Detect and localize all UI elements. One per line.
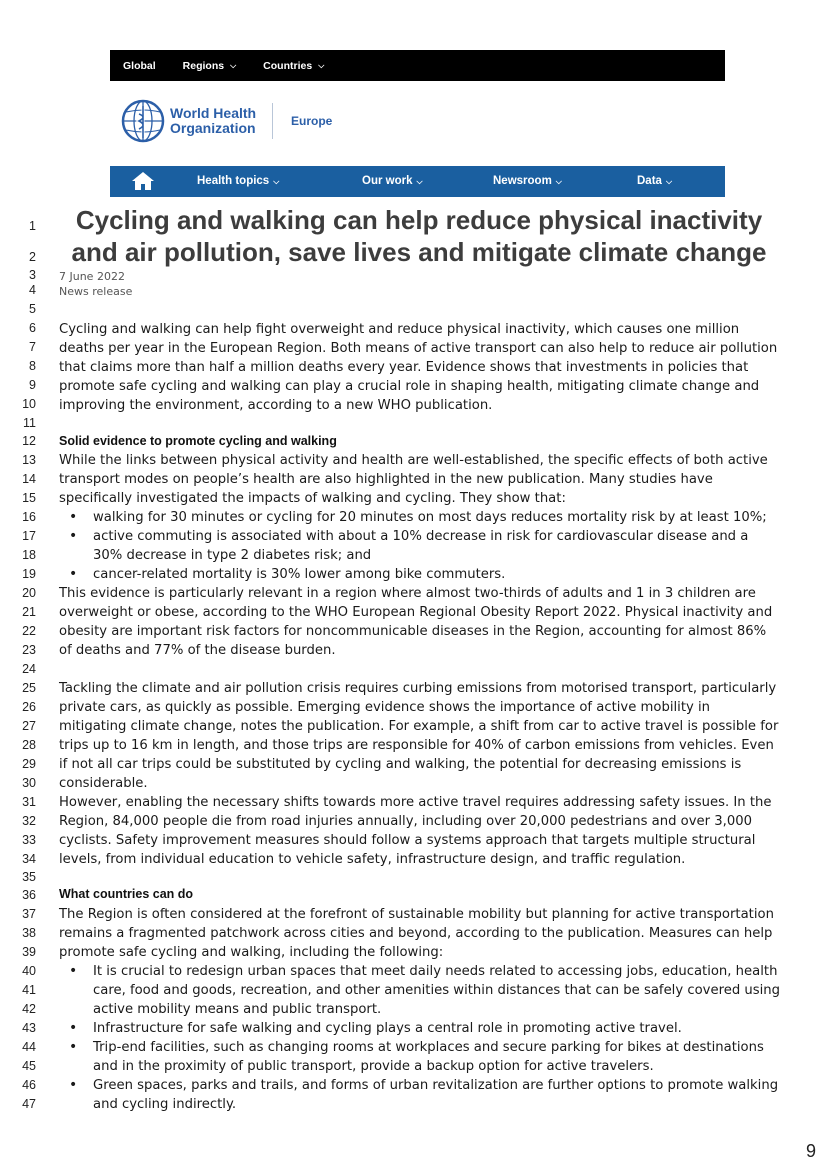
main-nav <box>110 166 725 197</box>
line-number: 26 <box>22 700 36 714</box>
global-top-bar <box>110 50 725 81</box>
line-number: 35 <box>22 870 36 884</box>
logo-divider <box>272 103 273 139</box>
line-number: 41 <box>22 983 36 997</box>
regions-dropdown[interactable] <box>183 60 237 72</box>
countries-label: Countries <box>263 59 313 72</box>
obesity-paragraph: This evidence is particularly relevant in a region where almost two-thirds of adults and 1 in 3 children are overweight or obese, according to the WHO European Regional Obesity Report 2022. Physical inactivity and obesity are important risk factors for noncommunicable diseases in the Region, accounting for almost 86% of deaths and 77% of the disease burden. <box>59 586 773 658</box>
list-item: • Trip-end facilities, such as changing rooms at workplaces and secure parking for bikes at destinations and in the proximity of public transport, provide a backup option for active travelers. <box>59 1038 781 1076</box>
nav-our-work-label: Our work <box>362 175 413 187</box>
climate-paragraph: Tackling the climate and air pollution crisis requires curbing emissions from motorised transport, particularly private cars, as quickly as possible. Emerging evidence shows the importance of active mobility in mitigating climate change, notes the publication. For example, a shift from car to active travel is possible for trips up to 16 km in length, and those trips are responsible for 40% of carbon emissions from vehicles. Even if not all car trips could be substituted by cycling and walking, the potential for decreasing emissions is considerable. <box>59 681 779 791</box>
list-item: • It is crucial to redesign urban spaces that meet daily needs related to accessing jobs, education, health care, food and goods, recreation, and other amenities within distances that can be safely covered using active mobility means and public transport. <box>59 962 781 1019</box>
nav-newsroom-label: Newsroom <box>493 175 552 187</box>
line-number: 5 <box>29 302 36 316</box>
article-type: News release <box>59 285 133 298</box>
list-item: • cancer-related mortality is 30% lower among bike commuters. <box>59 565 781 584</box>
nav-newsroom[interactable] <box>493 166 562 197</box>
intro-paragraph: Cycling and walking can help fight overweight and reduce physical inactivity, which causes one million deaths per year in the European Region. Both means of active transport can also help to reduce air pollution that claims more than half a million deaths every year. Evidence shows that investments in policies that promote safe cycling and walking can play a crucial role in shaping health, mitigating climate change and improving the environment, according to a new WHO publication. <box>59 322 778 413</box>
line-number: 37 <box>22 907 36 921</box>
line-number: 40 <box>22 964 36 978</box>
line-number: 3 <box>29 268 36 282</box>
line-number: 7 <box>29 340 36 354</box>
line-number: 14 <box>22 472 36 486</box>
nav-data[interactable] <box>637 166 672 197</box>
line-number: 28 <box>22 738 36 752</box>
line-number: 17 <box>22 529 36 543</box>
line-number: 10 <box>22 397 36 411</box>
countries-paragraph: The Region is often considered at the forefront of sustainable mobility but planning for active transportation remains a fragmented patchwork across cities and beyond, according to the publication. Measures can help promote safe cycling and walking, including the following: <box>59 907 774 960</box>
line-number: 47 <box>22 1097 36 1111</box>
line-number: 42 <box>22 1002 36 1016</box>
list-item: • active commuting is associated with about a 10% decrease in risk for cardiovascular disease and a 30% decrease in type 2 diabetes risk; and <box>59 527 781 565</box>
line-number: 33 <box>22 833 36 847</box>
article-date: 7 June 2022 <box>59 270 125 283</box>
safety-paragraph: However, enabling the necessary shifts towards more active travel requires addressing safety issues. In the Region, 84,000 people die from road injuries annually, including over 20,000 pedestrians and over 3,000 cyclists. Safety improvement measures should follow a systems approach that targets multiple structural levels, from individual education to vehicle safety, infrastructure design, and traffic regulation. <box>59 795 772 867</box>
nav-health-topics-label: Health topics <box>197 175 270 187</box>
line-number: 20 <box>22 586 36 600</box>
chevron-down-icon: ⌵ <box>230 60 237 70</box>
line-number: 31 <box>22 795 36 809</box>
line-number: 16 <box>22 510 36 524</box>
line-number: 1 <box>29 219 36 233</box>
line-number: 38 <box>22 926 36 940</box>
evidence-bullet-list <box>59 508 781 584</box>
regions-label: Regions <box>182 59 225 72</box>
home-icon[interactable] <box>131 171 155 191</box>
who-emblem-icon[interactable] <box>120 98 166 144</box>
nav-data-label: Data <box>637 175 662 187</box>
nav-health-topics[interactable] <box>197 166 279 197</box>
line-number: 19 <box>22 567 36 581</box>
line-number: 24 <box>22 662 36 676</box>
line-number: 4 <box>29 283 36 297</box>
line-number: 21 <box>22 605 36 619</box>
line-number: 34 <box>22 852 36 866</box>
line-number: 29 <box>22 757 36 771</box>
line-number: 43 <box>22 1021 36 1035</box>
line-number: 12 <box>22 434 36 448</box>
list-item: • walking for 30 minutes or cycling for 20 minutes on most days reduces mortality risk by at least 10%; <box>59 508 781 527</box>
list-item: • Infrastructure for safe walking and cycling plays a central role in promoting active travel. <box>59 1019 781 1038</box>
countries-dropdown[interactable] <box>263 60 324 72</box>
section-heading-countries: What countries can do <box>59 887 194 901</box>
measures-bullet-list <box>59 962 781 1114</box>
line-number: 2 <box>29 250 36 264</box>
who-logo-row <box>120 96 332 146</box>
line-number: 39 <box>22 945 36 959</box>
line-number: 30 <box>22 776 36 790</box>
chevron-down-icon: ⌵ <box>273 177 280 186</box>
nav-our-work[interactable] <box>362 166 423 197</box>
chevron-down-icon: ⌵ <box>555 177 562 186</box>
line-number: 15 <box>22 491 36 505</box>
line-number: 27 <box>22 719 36 733</box>
section-heading-evidence: Solid evidence to promote cycling and walking <box>59 434 337 448</box>
line-number: 8 <box>29 359 36 373</box>
line-number: 9 <box>29 378 36 392</box>
line-number: 45 <box>22 1059 36 1073</box>
line-number: 6 <box>29 321 36 335</box>
line-number: 25 <box>22 681 36 695</box>
line-number: 18 <box>22 548 36 562</box>
page-number: 9 <box>806 1141 817 1161</box>
line-number: 46 <box>22 1078 36 1092</box>
chevron-down-icon: ⌵ <box>665 177 673 186</box>
line-number: 36 <box>22 888 36 902</box>
chevron-down-icon: ⌵ <box>416 177 423 186</box>
chevron-down-icon: ⌵ <box>318 60 325 70</box>
who-org-name[interactable]: World Health Organization <box>170 105 257 136</box>
global-label: Global <box>123 59 156 72</box>
list-item: • Green spaces, parks and trails, and forms of urban revitalization are further options to promote walking and cycling indirectly. <box>59 1076 781 1114</box>
evidence-paragraph: While the links between physical activity and health are well-established, the specific effects of both active transport modes on people’s health are also highlighted in the new publication. Many studies have specifically investigated the impacts of walking and cycling. They show that: <box>59 453 768 506</box>
line-number: 32 <box>22 814 36 828</box>
line-number: 11 <box>23 416 36 430</box>
line-number: 44 <box>22 1040 36 1054</box>
region-label[interactable]: Europe <box>291 114 333 128</box>
line-number: 13 <box>22 453 36 467</box>
line-number: 23 <box>22 643 36 657</box>
article-title: Cycling and walking can help reduce physical inactivity and air pollution, save lives and mitigate climate change <box>71 205 767 267</box>
global-link[interactable] <box>123 60 156 72</box>
line-number: 22 <box>22 624 36 638</box>
